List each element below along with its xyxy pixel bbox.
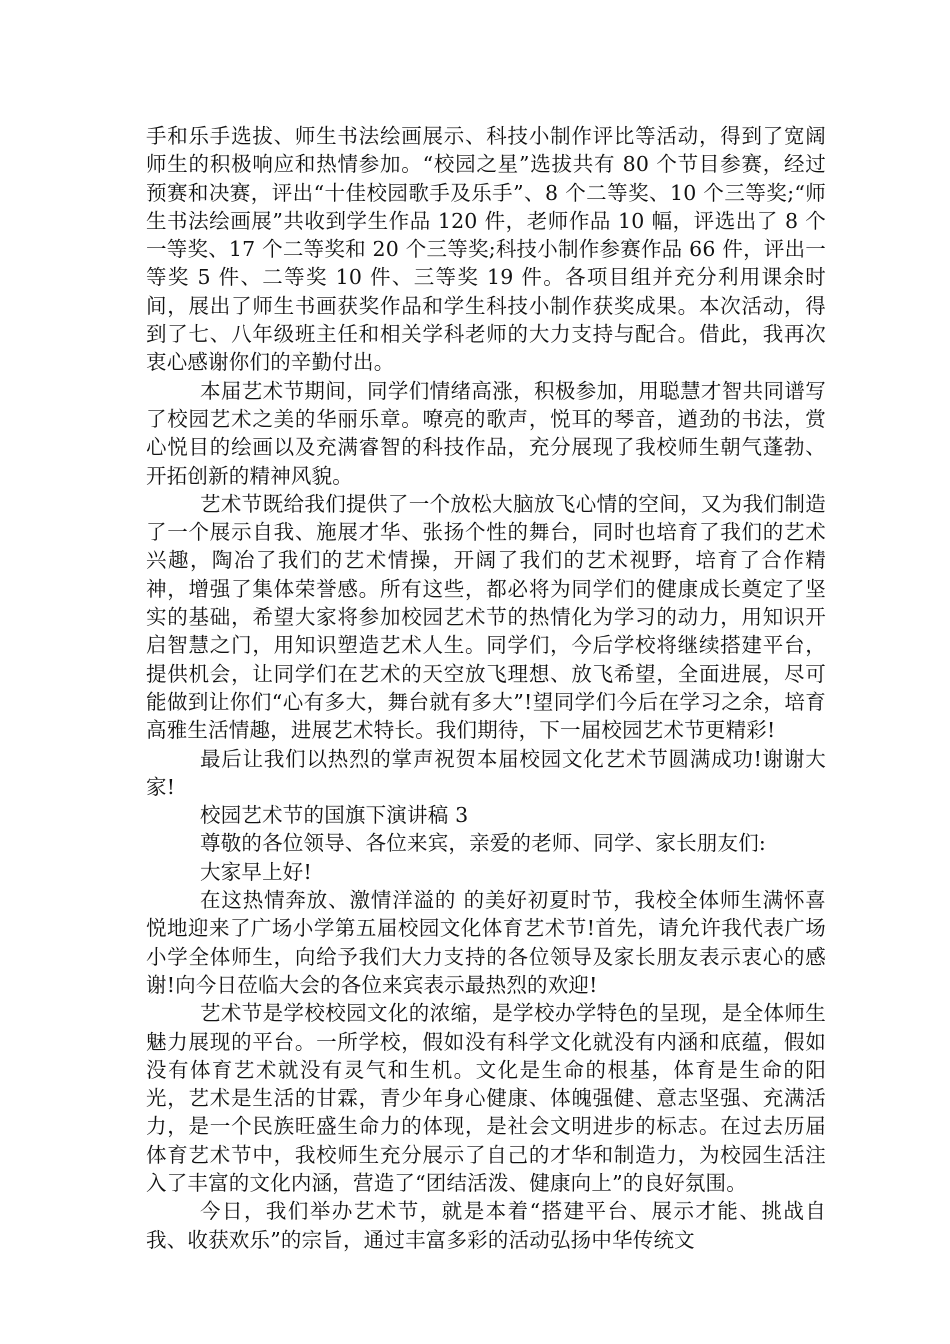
paragraph-7: 今日，我们举办艺术节，就是本着“搭建平台、展示才能、挑战自我、收获欢乐”的宗旨，通过丰富多彩的活动弘扬中华传统文 [146,1199,826,1252]
paragraph-2: 本届艺术节期间，同学们情绪高涨，积极参加，用聪慧才智共同谱写了校园艺术之美的华丽乐章。嘹亮的歌声，悦耳的琴音，遒劲的书法，赏心悦目的绘画以及充满睿智的科技作品，充分展现了我校师生朝气蓬勃、开拓创新的精神风貌。 [146,378,826,488]
section-heading: 校园艺术节的国旗下演讲稿 3 [200,803,469,828]
paragraph-5: 在这热情奔放、激情洋溢的 的美好初夏时节，我校全体师生满怀喜悦地迎来了广场小学第五届校园文化体育艺术节!首先，请允许我代表广场小学全体师生，向给予我们大力支持的各位领导及家长朋友表示衷心的感谢!向今日莅临大会的各位来宾表示最热烈的欢迎! [146,888,826,997]
greeting: 大家早上好! [200,859,312,884]
paragraph-1: 手和乐手选拔、师生书法绘画展示、科技小制作评比等活动，得到了宽阔师生的积极响应和热情参加。“校园之星”选拔共有 80 个节目参赛，经过预赛和决赛，评出“十佳校园歌手及乐手”、8 个二等奖、10 个三等奖;“师生书法绘画展”共收到学生作品 120 件，老师作品 10 幅，评选出了 8 个一等奖、17 个二等奖和 20 个三等奖;科技小制作参赛作品 66 件，评出一等奖 5 件、二等奖 10 件、三等奖 19 件。各项目组并充分利用课余时间，展出了师生书画获奖作品和学生科技小制作获奖成果。本次活动，得到了七、八年级班主任和相关学科老师的大力支持与配合。借此，我再次衷心感谢你们的辛勤付出。 [146,124,826,375]
paragraph-3: 艺术节既给我们提供了一个放松大脑放飞心情的空间，又为我们制造了一个展示自我、施展才华、张扬个性的舞台，同时也培育了我们的艺术兴趣，陶冶了我们的艺术情操，开阔了我们的艺术视野，培育了合作精神，增强了集体荣誉感。所有这些，都必将为同学们的健康成长奠定了坚实的基础，希望大家将参加校园艺术节的热情化为学习的动力，用知识开启智慧之门，用知识塑造艺术人生。同学们，今后学校将继续搭建平台，提供机会，让同学们在艺术的天空放飞理想、放飞希望，全面进展，尽可能做到让你们“心有多大，舞台就有多大”!望同学们今后在学习之余，培育高雅生活情趣，进展艺术特长。我们期待，下一届校园艺术节更精彩! [146,491,826,743]
salutation: 尊敬的各位领导、各位来宾，亲爱的老师、同学、家长朋友们: [200,831,767,856]
document-page [146,122,826,1254]
paragraph-4: 最后让我们以热烈的掌声祝贺本届校园文化艺术节圆满成功!谢谢大家! [146,746,826,799]
paragraph-6: 艺术节是学校校园文化的浓缩，是学校办学特色的呈现，是全体师生魅力展现的平台。一所学校，假如没有科学文化就没有内涵和底蕴，假如没有体育艺术就没有灵气和生机。文化是生命的根基，体育是生命的阳光，艺术是生活的甘霖，青少年身心健康、体魄强健、意志坚强、充满活力，是一个民族旺盛生命力的体现，是社会文明进步的标志。在过去历届体育艺术节中，我校师生充分展示了自己的才华和制造力，为校园生活注入了丰富的文化内涵，营造了“团结活泼、健康向上”的良好氛围。 [146,1001,826,1195]
